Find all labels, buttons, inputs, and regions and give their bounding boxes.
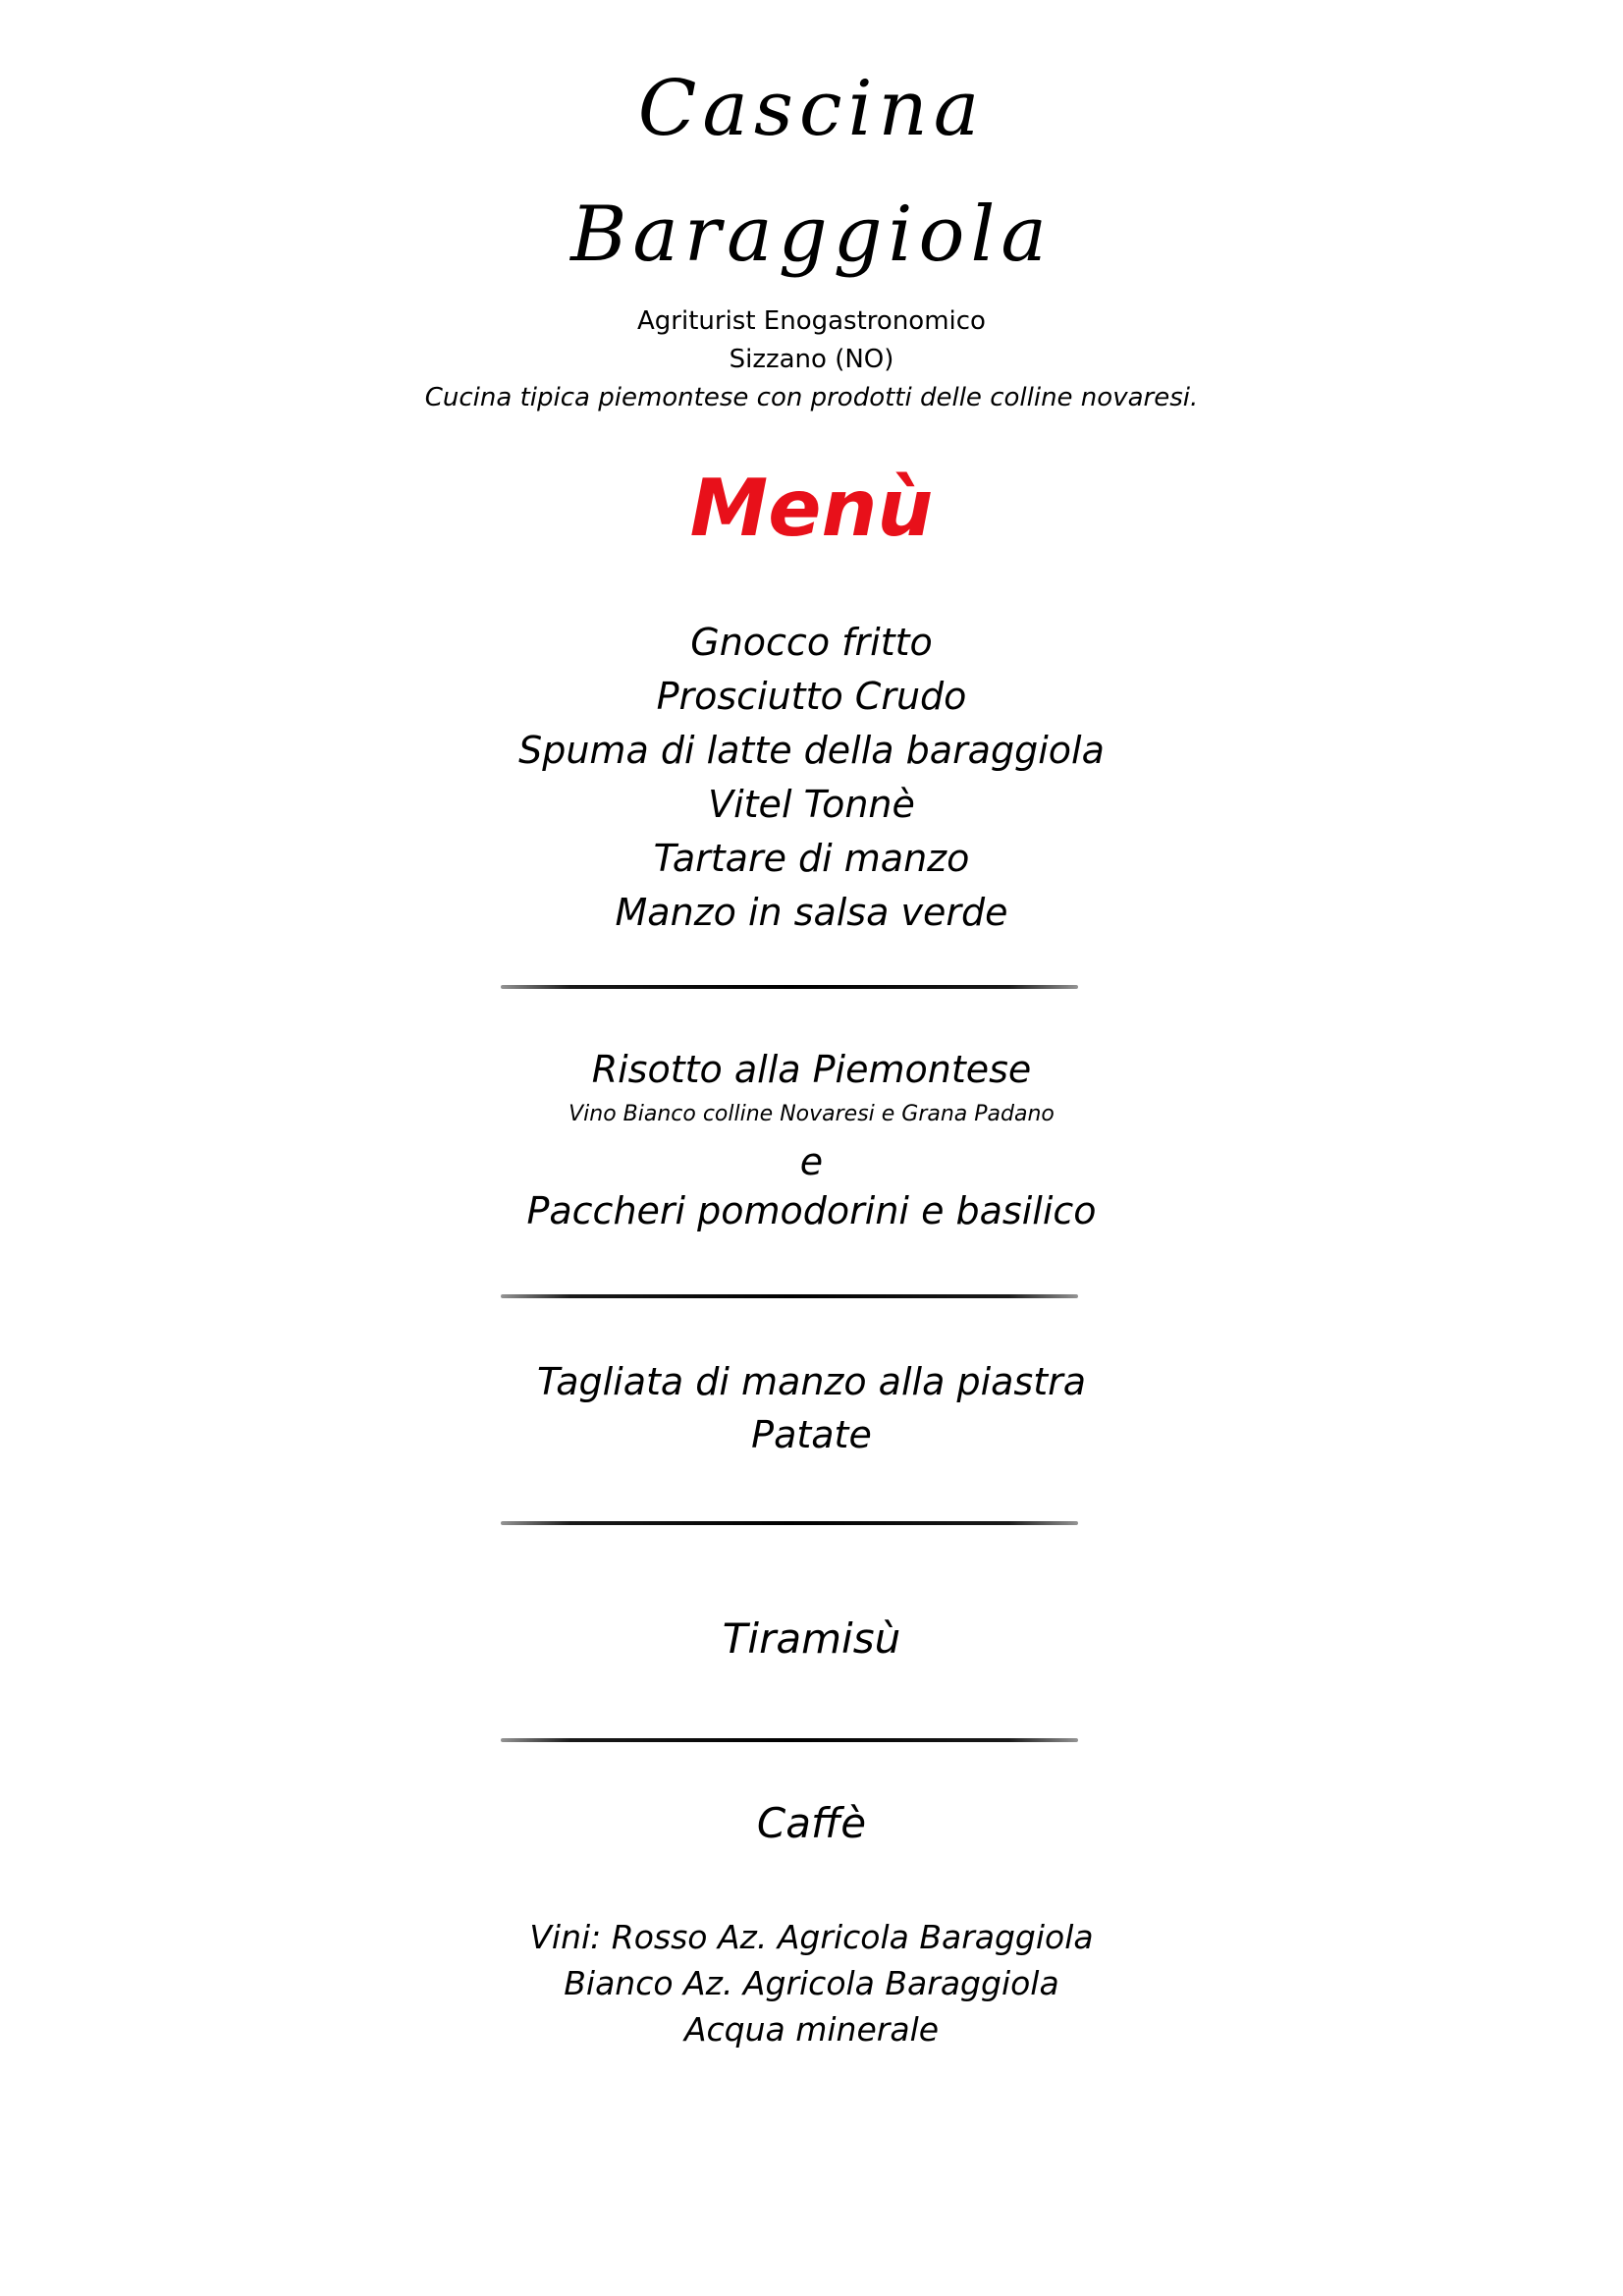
drinks-line: Bianco Az. Agricola Baraggiola	[564, 1964, 1059, 2002]
antipasto-item: Tartare di manzo	[653, 837, 970, 880]
section-divider	[501, 985, 1078, 989]
section-divider	[501, 1294, 1078, 1298]
primo-dish-note: Vino Bianco colline Novaresi e Grana Padano	[568, 1102, 1055, 1126]
restaurant-location: Sizzano (NO)	[729, 345, 894, 374]
restaurant-subtitle: Agriturist Enogastronomico	[637, 306, 986, 336]
restaurant-name-line1: Cascina	[637, 65, 986, 153]
restaurant-name-line2: Baraggiola	[570, 191, 1053, 279]
primo-connector: e	[799, 1140, 824, 1183]
coffee-item: Caffè	[756, 1799, 867, 1847]
antipasto-item: Prosciutto Crudo	[656, 675, 967, 718]
primo-dish: Risotto alla Piemontese	[591, 1048, 1032, 1091]
menu-heading: Menù	[689, 463, 934, 554]
drinks-line: Vini: Rosso Az. Agricola Baraggiola	[529, 1918, 1094, 1956]
antipasto-item: Gnocco fritto	[690, 621, 933, 664]
antipasto-item: Spuma di latte della baraggiola	[518, 729, 1105, 772]
drinks-line: Acqua minerale	[683, 2010, 940, 2049]
dessert-item: Tiramisù	[722, 1614, 901, 1663]
section-divider	[501, 1738, 1078, 1742]
antipasto-item: Vitel Tonnè	[708, 783, 915, 826]
secondo-side: Patate	[751, 1413, 872, 1456]
antipasto-item: Manzo in salsa verde	[615, 891, 1008, 934]
section-divider	[501, 1521, 1078, 1525]
restaurant-tagline: Cucina tipica piemontese con prodotti delle colline novaresi.	[424, 383, 1199, 412]
primo-dish: Paccheri pomodorini e basilico	[526, 1189, 1097, 1232]
secondo-dish: Tagliata di manzo alla piastra	[536, 1360, 1087, 1403]
